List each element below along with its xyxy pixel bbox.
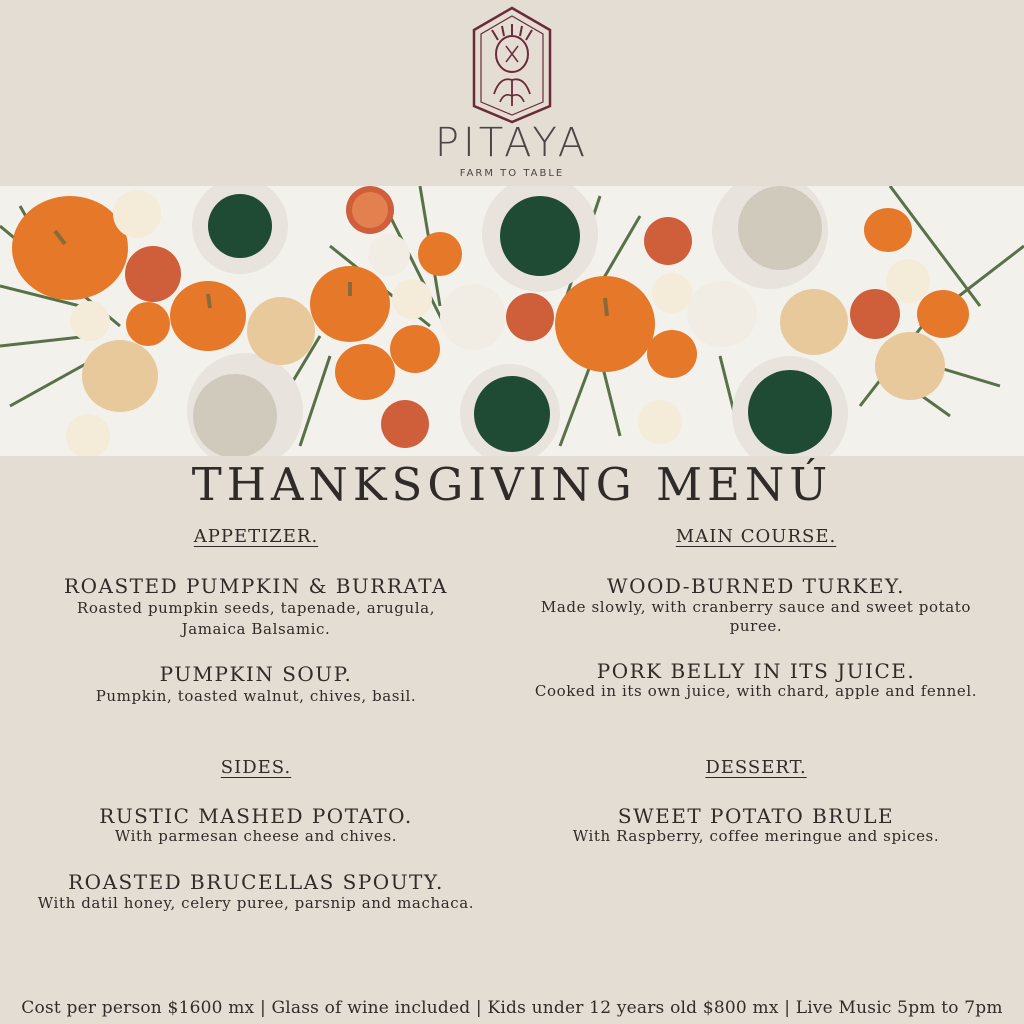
brand-name: PITAYA: [434, 120, 590, 166]
menu-title: THANKSGIVING MENÚ: [191, 458, 833, 511]
item-description: Jamaica Balsamic.: [181, 620, 331, 638]
pitaya-logo-icon: [470, 6, 554, 124]
main-course-heading: MAIN COURSE.: [675, 526, 837, 547]
item-name: PORK BELLY IN ITS JUICE.: [596, 659, 916, 683]
item-description: With Raspberry, coffee meringue and spices.: [572, 827, 940, 845]
item-description: With parmesan cheese and chives.: [114, 827, 398, 845]
dessert-heading: DESSERT.: [705, 757, 807, 778]
table-photo-icon: [0, 186, 1024, 456]
item-name: ROASTED PUMPKIN & BURRATA: [64, 574, 448, 598]
item-name: RUSTIC MASHED POTATO.: [99, 804, 413, 828]
table-setting-banner: [0, 186, 1024, 456]
item-description: With datil honey, celery puree, parsnip and machaca.: [37, 894, 475, 912]
item-name: SWEET POTATO BRULE: [617, 804, 895, 828]
item-description: Pumpkin, toasted walnut, chives, basil.: [95, 687, 417, 705]
brand-tagline: FARM TO TABLE: [459, 168, 565, 179]
item-name: ROASTED BRUCELLAS SPOUTY.: [68, 870, 444, 894]
sides-heading: SIDES.: [220, 757, 292, 778]
item-description: puree.: [729, 617, 783, 635]
item-description: Roasted pumpkin seeds, tapenade, arugula,: [76, 599, 436, 617]
appetizer-heading: APPETIZER.: [193, 526, 319, 547]
item-description: Made slowly, with cranberry sauce and sweet potato: [540, 598, 972, 616]
item-name: PUMPKIN SOUP.: [159, 662, 353, 686]
pricing-footer: Cost per person $1600 mx | Glass of wine included | Kids under 12 years old $800 mx | Live Music 5pm to 7pm: [21, 998, 1003, 1018]
item-description: Cooked in its own juice, with chard, apple and fennel.: [534, 682, 978, 700]
item-name: WOOD-BURNED TURKEY.: [607, 574, 905, 598]
